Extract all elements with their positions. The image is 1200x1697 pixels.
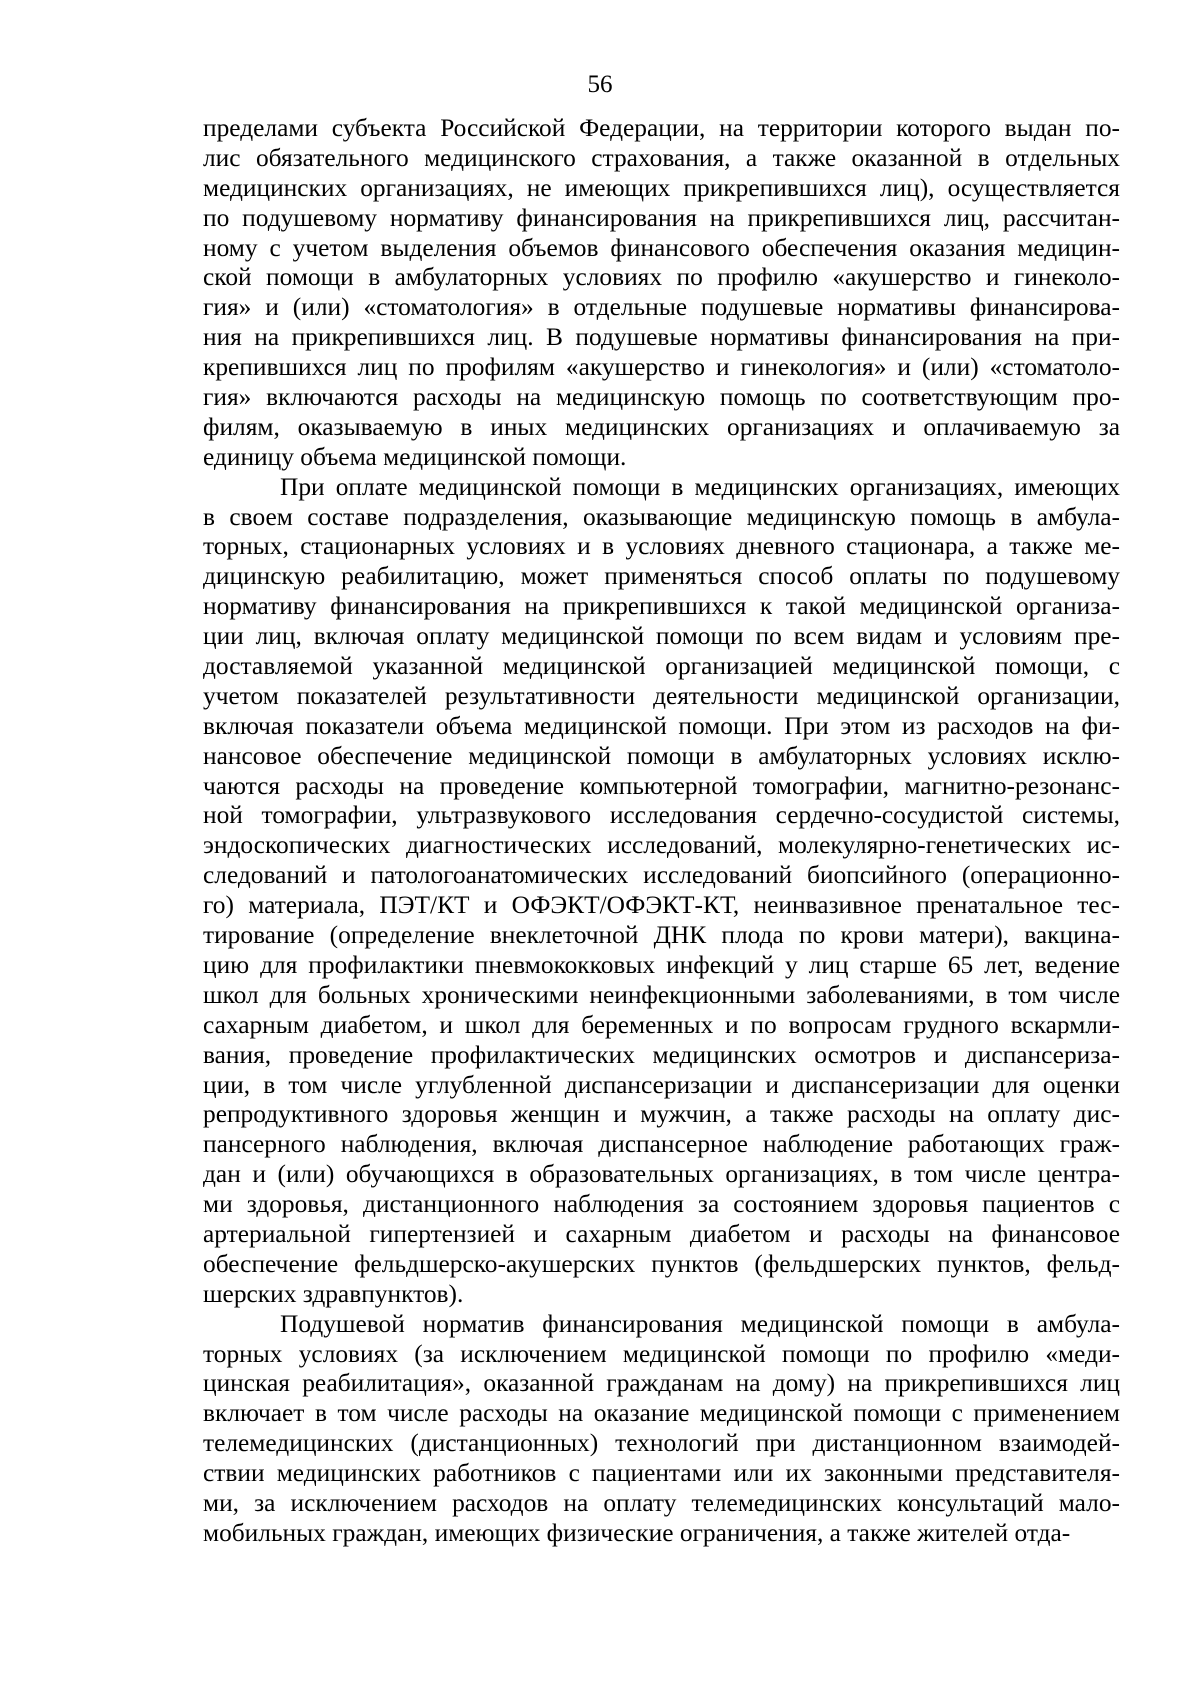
text-line: медицинских организациях, не имеющих прикрепившихся лиц), осуществляется xyxy=(203,173,1120,202)
text-line: обеспечение фельдшерско-акушерских пунктов (фельдшерских пунктов, фельд- xyxy=(203,1249,1120,1278)
text-line: нормативу финансирования на прикрепившихся к такой медицинской организа- xyxy=(203,592,1120,621)
text-line: цинская реабилитация», оказанной гражданам на дому) на прикрепившихся лиц xyxy=(203,1369,1120,1398)
text-line: школ для больных хроническими неинфекционными заболеваниями, в том числе xyxy=(203,980,1120,1009)
text-line: пределами субъекта Российской Федерации, на территории которого выдан по- xyxy=(203,114,1120,142)
text-line: эндоскопических диагностических исследований, молекулярно-генетических ис- xyxy=(203,831,1120,860)
text-line: ской помощи в амбулаторных условиях по профилю «акушерство и гинеколо- xyxy=(203,263,1120,292)
text-line: гия» включаются расходы на медицинскую помощь по соответствующим про- xyxy=(203,383,1120,412)
text-line: ния на прикрепившихся лиц. В подушевые нормативы финансирования на при- xyxy=(203,323,1120,352)
paragraph xyxy=(203,473,1120,1310)
text-line: в своем составе подразделения, оказывающие медицинскую помощь в амбула- xyxy=(203,502,1120,531)
text-line: дан и (или) обучающихся в образовательных организациях, в том числе центра- xyxy=(203,1160,1120,1189)
page-number: 56 xyxy=(587,71,613,98)
text-line: единицу объема медицинской помощи. xyxy=(203,442,627,471)
text-line: артериальной гипертензией и сахарным диабетом и расходы на финансовое xyxy=(203,1219,1120,1248)
text-line: телемедицинских (дистанционных) технологий при дистанционном взаимодей- xyxy=(203,1429,1120,1458)
text-line: включает в том числе расходы на оказание медицинской помощи с применением xyxy=(203,1399,1120,1428)
text-line: по подушевому нормативу финансирования на прикрепившихся лиц, рассчитан- xyxy=(203,203,1120,232)
text-line: тирование (определение внеклеточной ДНК плода по крови матери), вакцина- xyxy=(203,921,1120,950)
text-line: ствии медицинских работников с пациентами или их законными представителя- xyxy=(203,1459,1120,1488)
text-line: гия» и (или) «стоматология» в отдельные подушевые нормативы финансирова- xyxy=(203,293,1120,322)
text-line: го) материала, ПЭТ/КТ и ОФЭКТ/ОФЭКТ-КТ, неинвазивное пренатальное тес- xyxy=(203,891,1120,920)
text-line: включая показатели объема медицинской помощи. При этом из расходов на фи- xyxy=(203,711,1120,740)
text-line: лис обязательного медицинского страхования, а также оказанной в отдельных xyxy=(203,143,1120,172)
text-line: следований и патологоанатомических исследований биопсийного (операционно- xyxy=(203,861,1120,890)
body-text xyxy=(203,114,1120,1549)
text-line: доставляемой указанной медицинской организацией медицинской помощи, с xyxy=(203,652,1120,681)
text-line: ному с учетом выделения объемов финансового обеспечения оказания медицин- xyxy=(203,233,1120,262)
text-line: ции, в том числе углубленной диспансеризации и диспансеризации для оценки xyxy=(203,1070,1120,1099)
text-line: вания, проведение профилактических медицинских осмотров и диспансериза- xyxy=(203,1040,1120,1069)
text-line: торных, стационарных условиях и в условиях дневного стационара, а также ме- xyxy=(203,532,1120,561)
text-line: учетом показателей результативности деятельности медицинской организации, xyxy=(203,681,1120,710)
text-line: мобильных граждан, имеющих физические ограничения, а также жителей отда- xyxy=(203,1518,1071,1547)
text-line: сахарным диабетом, и школ для беременных и по вопросам грудного вскармли- xyxy=(203,1010,1120,1039)
text-line: крепившихся лиц по профилям «акушерство и гинекология» и (или) «стоматоло- xyxy=(203,353,1120,382)
paragraph xyxy=(203,114,1120,473)
text-line: Подушевой норматив финансирования медицинской помощи в амбула- xyxy=(280,1309,1120,1338)
text-line: чаются расходы на проведение компьютерной томографии, магнитно-резонанс- xyxy=(203,771,1120,800)
text-line: цию для профилактики пневмококковых инфекций у лиц старше 65 лет, ведение xyxy=(203,950,1120,979)
text-line: филям, оказываемую в иных медицинских организациях и оплачиваемую за xyxy=(203,412,1120,441)
text-line: ции лиц, включая оплату медицинской помощи по всем видам и условиям пре- xyxy=(203,622,1120,651)
text-line: При оплате медицинской помощи в медицинских организациях, имеющих xyxy=(280,472,1120,501)
text-line: репродуктивного здоровья женщин и мужчин, а также расходы на оплату дис- xyxy=(203,1100,1120,1129)
text-line: нансовое обеспечение медицинской помощи в амбулаторных условиях исклю- xyxy=(203,741,1120,770)
text-line: ми, за исключением расходов на оплату телемедицинских консультаций мало- xyxy=(203,1488,1120,1517)
text-line: ми здоровья, дистанционного наблюдения за состоянием здоровья пациентов с xyxy=(203,1190,1120,1219)
text-line: пансерного наблюдения, включая диспансерное наблюдение работающих граж- xyxy=(203,1130,1120,1159)
paragraph xyxy=(203,1310,1120,1549)
text-line: дицинскую реабилитацию, может применяться способ оплаты по подушевому xyxy=(203,562,1120,591)
text-line: торных условиях (за исключением медицинской помощи по профилю «меди- xyxy=(203,1339,1120,1368)
text-line: ной томографии, ультразвукового исследования сердечно-сосудистой системы, xyxy=(203,801,1120,830)
text-line: шерских здравпунктов). xyxy=(203,1279,464,1308)
